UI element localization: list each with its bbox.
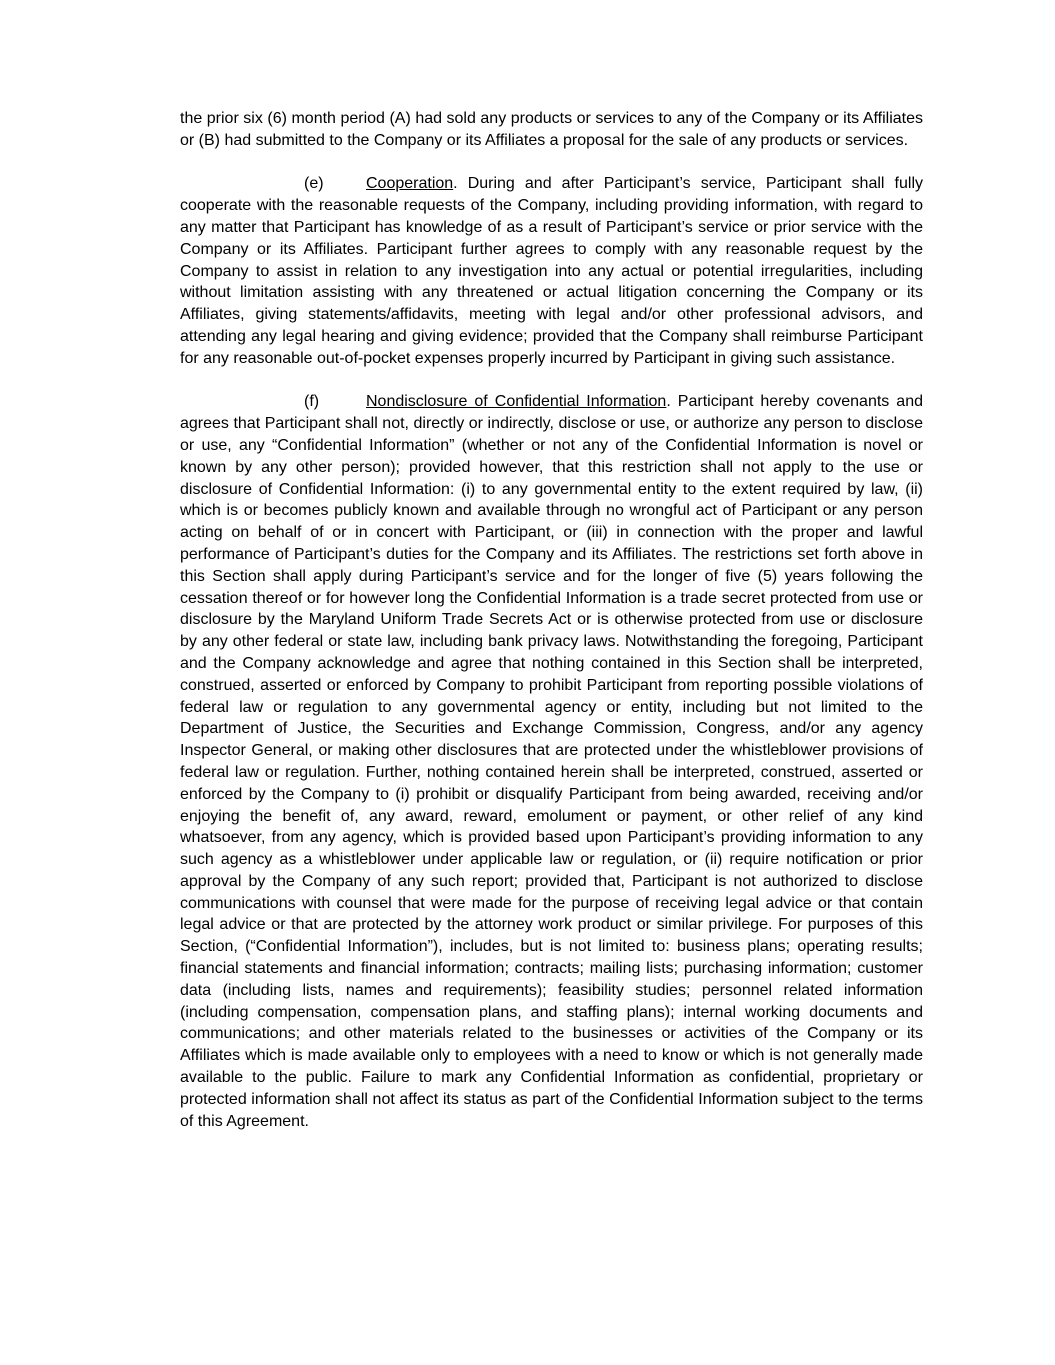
document-body — [180, 108, 923, 1132]
paragraph-cooperation — [180, 173, 923, 369]
paragraph-text: the prior six (6) month period (A) had sold any products or services to any of the Company or its Affiliates or (B) had submitted to the Company or its Affiliates a proposal for the sale of any products or services. — [180, 110, 923, 149]
section-heading: Nondisclosure of Confidential Information — [366, 393, 667, 411]
section-marker: (f) — [304, 393, 320, 411]
paragraph-continuation — [180, 108, 923, 152]
paragraph-nondisclosure — [180, 391, 923, 1132]
paragraph-text: . During and after Participant’s service, Participant shall fully cooperate with the reasonable requests of the Company, including providing information, with regard to any matter that Participant has knowledge of as a result of Participant’s service or prior service with the Company or its Affiliates. Participant further agrees to comply with any reasonable request by the Company to assist in relation to any investigation into any actual or potential irregularities, including without limitation assisting with any threatened or actual litigation concerning the Company or its Affiliates, giving statements/affidavits, meeting with legal and/or other professional advisors, and attending any legal hearing and giving evidence; provided that the Company shall reimburse Participant for any reasonable out-of-pocket expenses properly incurred by Participant in giving such assistance. — [180, 175, 923, 367]
section-marker: (e) — [304, 175, 324, 193]
section-heading: Cooperation — [366, 175, 454, 193]
paragraph-text: . Participant hereby covenants and agrees that Participant shall not, directly or indirectly, disclose or use, or authorize any person to disclose or use, any “Confidential Information” (whether or not any of the Confidential Information is novel or known by any other person); provided however, that this restriction shall not apply to the use or disclosure of Confidential Information: (i) to any governmental entity to the extent required by law, (ii) which is or becomes publicly known and available through no wrongful act of Participant or any person acting on behalf of or in concert with Participant, or (iii) in connection with the proper and lawful performance of Participant’s duties for the Company and its Affiliates. The restrictions set forth above in this Section shall apply during Participant’s service and for the longer of five (5) years following the cessation thereof or for however long the Confidential Information is a trade secret protected from use or disclosure by the Maryland Uniform Trade Secrets Act or is otherwise protected from use or disclosure by any other federal or state law, including bank privacy laws. Notwithstanding the foregoing, Participant and the Company acknowledge and agree that nothing contained in this Section shall be interpreted, construed, asserted or enforced by Company to prohibit Participant from reporting possible violations of federal law or regulation to any governmental agency or entity, including but not limited to the Department of Justice, the Securities and Exchange Commission, Congress, and/or any agency Inspector General, or making other disclosures that are protected under the whistleblower provisions of federal law or regulation. Further, nothing contained herein shall be interpreted, construed, asserted or enforced by the Company to (i) prohibit or disqualify Participant from being awarded, receiving and/or enjoying the benefit of, any award, reward, emolument or payment, or other relief of any kind whatsoever, from any agency, which is provided based upon Participant’s providing information to any such agency as a whistleblower under applicable law or regulation, or (ii) require notification or prior approval by the Company of any such report; provided that, Participant is not authorized to disclose communications with counsel that were made for the purpose of receiving legal advice or that contain legal advice or that are protected by the attorney work product or similar privilege. For purposes of this Section, (“Confidential Information”), includes, but is not limited to: business plans; operating results; financial statements and financial information; contracts; mailing lists; purchasing information; customer data (including lists, names and requirements); feasibility studies; personnel related information (including compensation, compensation plans, and staffing plans); internal working documents and communications; and other materials related to the businesses or activities of the Company or its Affiliates which is made available only to employees with a need to know or which is not generally made available to the public. Failure to mark any Confidential Information as confidential, proprietary or protected information shall not affect its status as part of the Confidential Information subject to the terms of this Agreement. — [180, 393, 923, 1130]
